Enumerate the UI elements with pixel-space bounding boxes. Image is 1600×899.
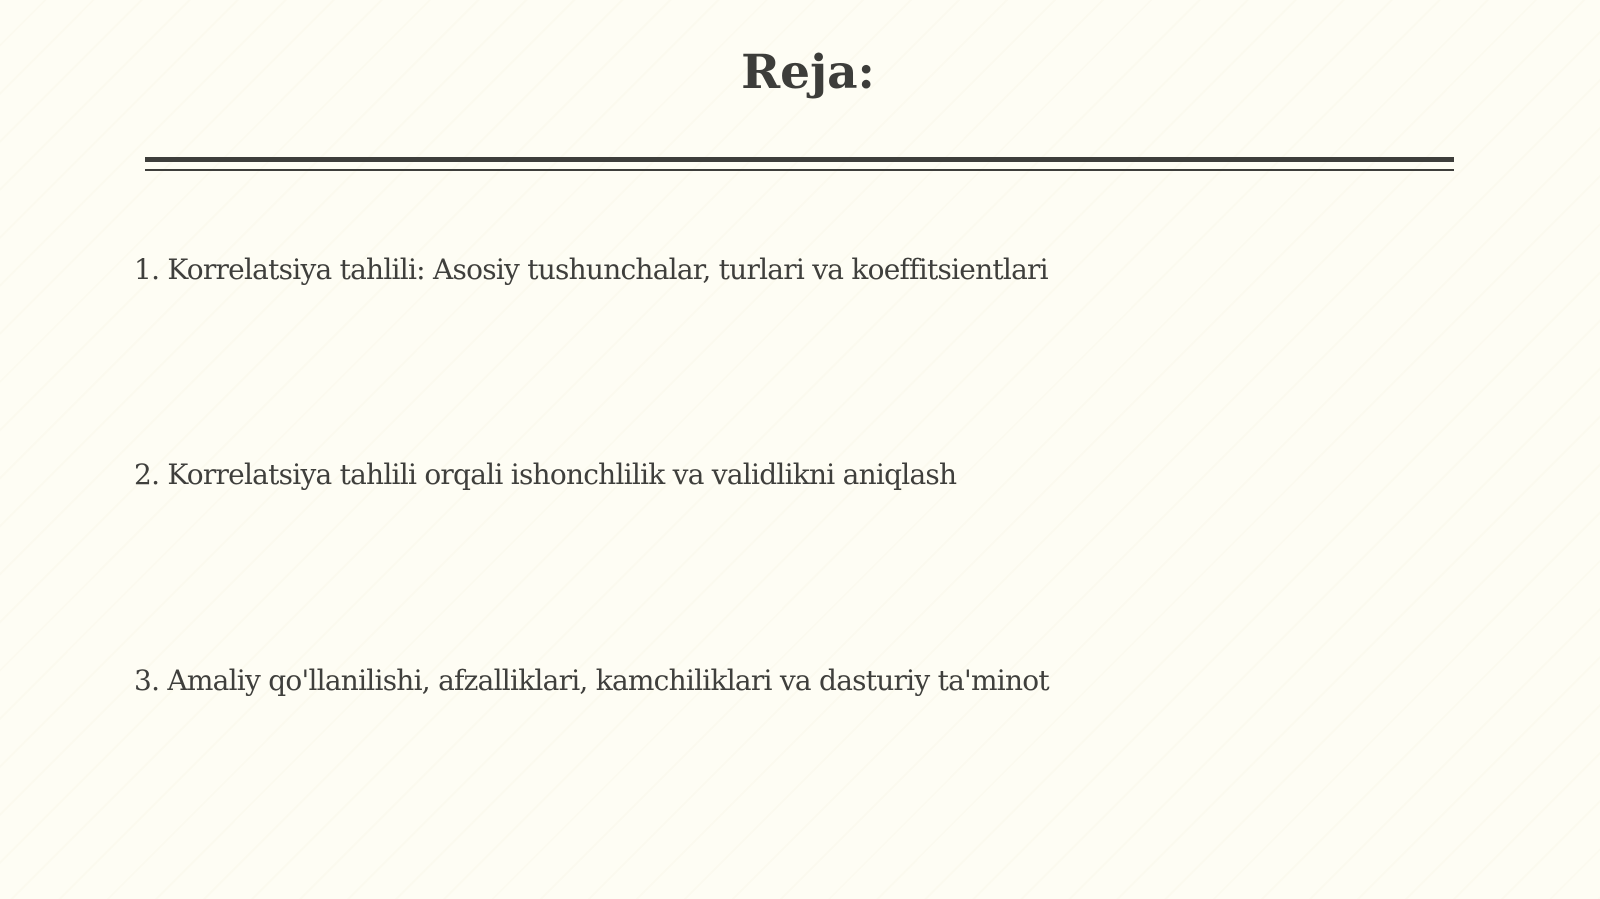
- title-divider-thin: [145, 169, 1454, 171]
- plan-item-1: 1. Korrelatsiya tahlili: Asosiy tushunchalar, turlari va koeffitsientlari: [134, 253, 1048, 286]
- page-title: Reja:: [741, 45, 875, 100]
- plan-item-2: 2. Korrelatsiya tahlili orqali ishonchlilik va validlikni aniqlash: [134, 458, 957, 491]
- title-divider-thick: [145, 157, 1454, 162]
- plan-item-3: 3. Amaliy qo'llanilishi, afzalliklari, kamchiliklari va dasturiy ta'minot: [134, 664, 1049, 697]
